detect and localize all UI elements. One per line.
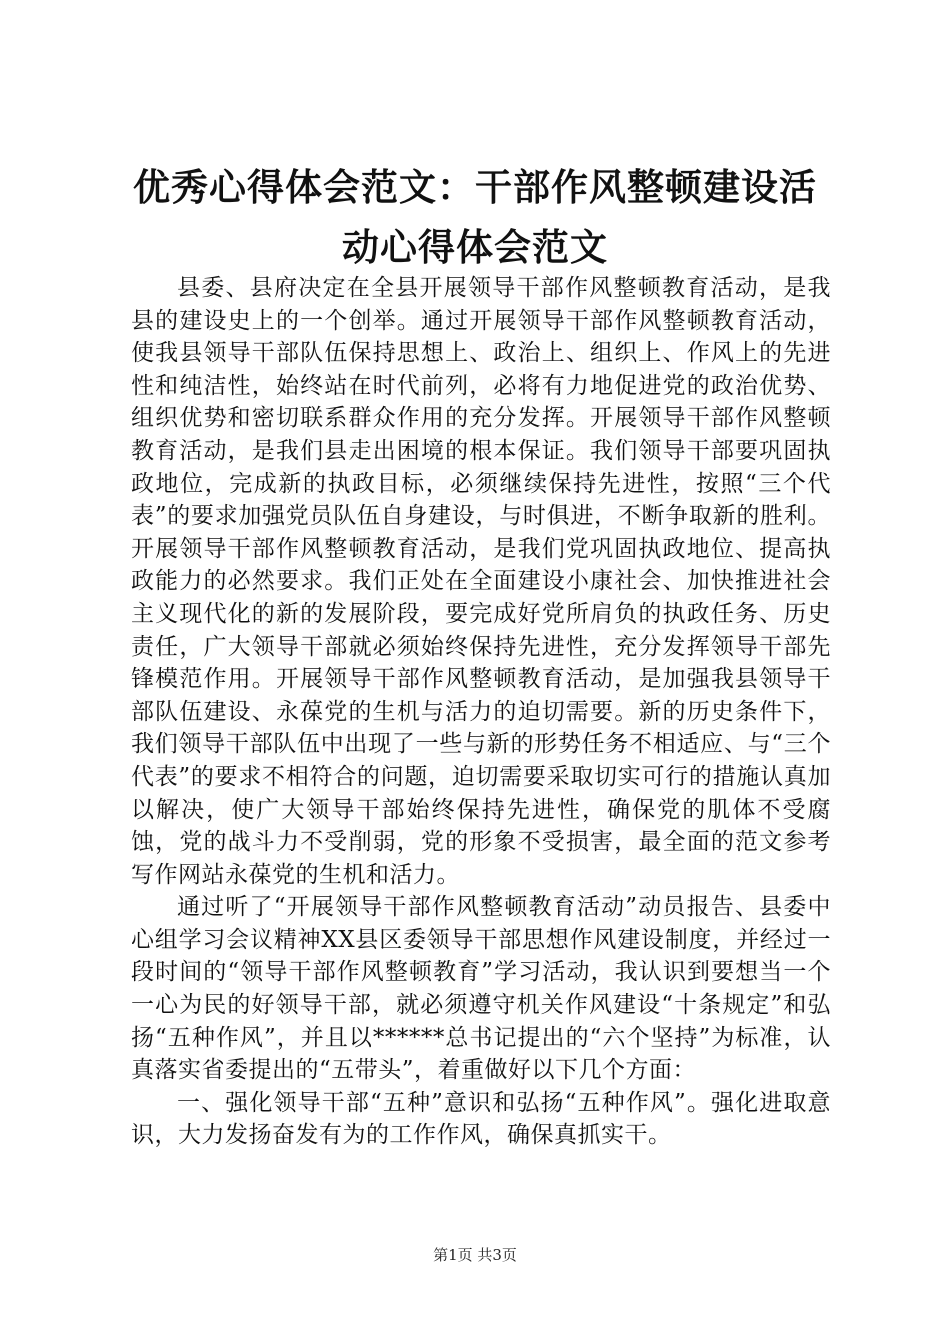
paragraph-3: 一、强化领导干部“五种”意识和弘扬“五种作风”。强化进取意识，大力发扬奋发有为的工作作风，确保真抓实干。 [131,1089,831,1149]
document-title: 优秀心得体会范文：干部作风整顿建设活动心得体会范文 [133,166,817,269]
paragraph-2: 通过听了“开展领导干部作风整顿教育活动”动员报告、县委中心组学习会议精神XX县区委领导干部思想作风建设制度，并经过一段时间的“领导干部作风整顿教育”学习活动，我认识到要想当一个一心为民的好领导干部，就必须遵守机关作风建设“十条规定”和弘扬“五种作风”，并且以******总书记提出的“六个坚持”为标准，认真落实省委提出的“五带头”，着重做好以下几个方面： [131,894,831,1084]
page-number-footer: 第1页 共3页 [433,1246,517,1264]
document-body [131,272,831,1152]
paragraph-1: 县委、县府决定在全县开展领导干部作风整顿教育活动，是我县的建设史上的一个创举。通过开展领导干部作风整顿教育活动，使我县领导干部队伍保持思想上、政治上、组织上、作风上的先进性和纯洁性，始终站在时代前列，必将有力地促进党的政治优势、组织优势和密切联系群众作用的充分发挥。开展领导干部作风整顿教育活动，是我们县走出困境的根本保证。我们领导干部要巩固执政地位，完成新的执政目标，必须继续保持先进性，按照“三个代表”的要求加强党员队伍自身建设，与时俱进，不断争取新的胜利。开展领导干部作风整顿教育活动，是我们党巩固执政地位、提高执政能力的必然要求。我们正处在全面建设小康社会、加快推进社会主义现代化的新的发展阶段，要完成好党所肩负的执政任务、历史责任，广大领导干部就必须始终保持先进性，充分发挥领导干部先锋模范作用。开展领导干部作风整顿教育活动，是加强我县领导干部队伍建设、永葆党的生机与活力的迫切需要。新的历史条件下，我们领导干部队伍中出现了一些与新的形势任务不相适应、与“三个代表”的要求不相符合的问题，迫切需要采取切实可行的措施认真加以解决，使广大领导干部始终保持先进性，确保党的肌体不受腐蚀，党的战斗力不受削弱，党的形象不受损害，最全面的范文参考写作网站永葆党的生机和活力。 [131,275,831,888]
